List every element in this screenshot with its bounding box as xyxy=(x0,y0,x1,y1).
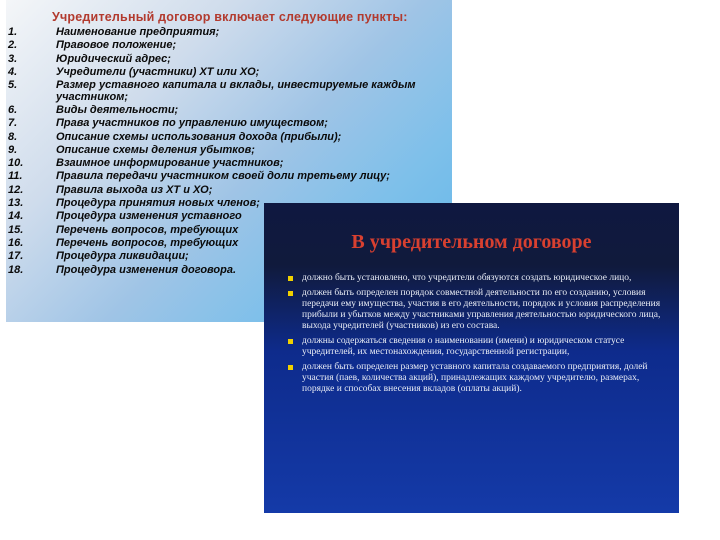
list-item xyxy=(6,158,446,170)
item-text: Виды деятельности; xyxy=(56,103,179,116)
item-text: Процедура изменения договора. xyxy=(56,263,237,276)
item-number: 4. xyxy=(8,65,18,78)
list-item xyxy=(6,54,446,66)
item-text: Правовое положение; xyxy=(56,39,177,52)
item-number: 3. xyxy=(8,52,18,65)
item-text: Процедура принятия новых членов; xyxy=(56,197,260,210)
item-number: 10. xyxy=(8,157,24,170)
slide-right xyxy=(264,203,679,513)
item-text: Права участников по управлению имуществом; xyxy=(56,117,328,130)
item-number: 14. xyxy=(8,210,24,223)
list-item xyxy=(6,145,446,157)
list-item xyxy=(6,118,446,130)
item-number: 5. xyxy=(8,79,18,92)
item-text: Правила передачи участником своей доли третьему лицу; xyxy=(56,170,390,183)
slide-left-title: Учредительный договор включает следующие пункты: xyxy=(52,10,408,24)
list-item xyxy=(288,288,668,332)
item-number: 13. xyxy=(8,197,24,210)
list-item xyxy=(6,80,446,103)
square-bullet-icon xyxy=(288,365,293,370)
item-text: Юридический адрес; xyxy=(56,52,171,65)
item-text: должно быть установлено, что учредители обязуются создать юридическое лицо, xyxy=(302,273,632,283)
item-text: Наименование предприятия; xyxy=(56,26,220,38)
item-text: Описание схемы использования дохода (прибыли); xyxy=(56,130,342,143)
item-number: 17. xyxy=(8,250,24,263)
square-bullet-icon xyxy=(288,276,293,281)
square-bullet-icon xyxy=(288,339,293,344)
item-text: Взаимное информирование участников; xyxy=(56,157,284,170)
item-number: 8. xyxy=(8,130,18,143)
item-text: должны содержаться сведения о наименовании (имени) и юридическом статусе учредителей, их местонахождения, государственной регистрации, xyxy=(302,336,625,357)
item-text: должен быть определен порядок совместной деятельности по его созданию, условия передачи ему имущества, участия в его деятельности, порядок и условия распределения прибыли и убытков между участниками управления деятельностью юридического лица, выхода учредителей (участников) из его состава. xyxy=(302,288,661,331)
item-number: 9. xyxy=(8,143,18,156)
item-text: Правила выхода из ХТ и ХО; xyxy=(56,183,213,196)
item-text: Перечень вопросов, требующих xyxy=(56,223,239,236)
list-item xyxy=(288,273,668,284)
item-number: 11. xyxy=(8,170,23,183)
list-item xyxy=(6,67,446,79)
square-bullet-icon xyxy=(288,291,293,296)
list-item xyxy=(6,171,446,183)
item-number: 2. xyxy=(8,39,18,52)
item-number: 12. xyxy=(8,183,24,196)
list-item xyxy=(6,27,446,39)
item-text: должен быть определен размер уставного капитала создаваемого предприятия, долей участия (паев, количества акций), принадлежащих каждому учредителю, размерах, порядке и способах внесения вкладов (оплаты акций). xyxy=(302,362,648,394)
item-text: Размер уставного капитала и вклады, инвестируемые каждым участником; xyxy=(56,79,416,103)
item-text: Учредители (участники) ХТ или ХО; xyxy=(56,65,260,78)
list-item xyxy=(6,105,446,117)
item-text: Процедура изменения уставного xyxy=(56,210,242,223)
item-number: 7. xyxy=(8,117,18,130)
list-item xyxy=(288,362,668,395)
item-text: Описание схемы деления убытков; xyxy=(56,143,255,156)
item-text: Перечень вопросов, требующих xyxy=(56,236,239,249)
item-number: 18. xyxy=(8,263,24,276)
list-item xyxy=(6,185,446,197)
item-number: 6. xyxy=(8,103,18,116)
item-number: 15. xyxy=(8,223,24,236)
item-number: 16. xyxy=(8,236,24,249)
list-item xyxy=(6,132,446,144)
list-item xyxy=(6,40,446,52)
requirements-list xyxy=(288,273,668,399)
item-text: Процедура ликвидации; xyxy=(56,250,189,263)
list-item xyxy=(288,336,668,358)
item-number: 1. xyxy=(8,26,18,38)
slide-right-title: В учредительном договоре xyxy=(351,231,592,253)
